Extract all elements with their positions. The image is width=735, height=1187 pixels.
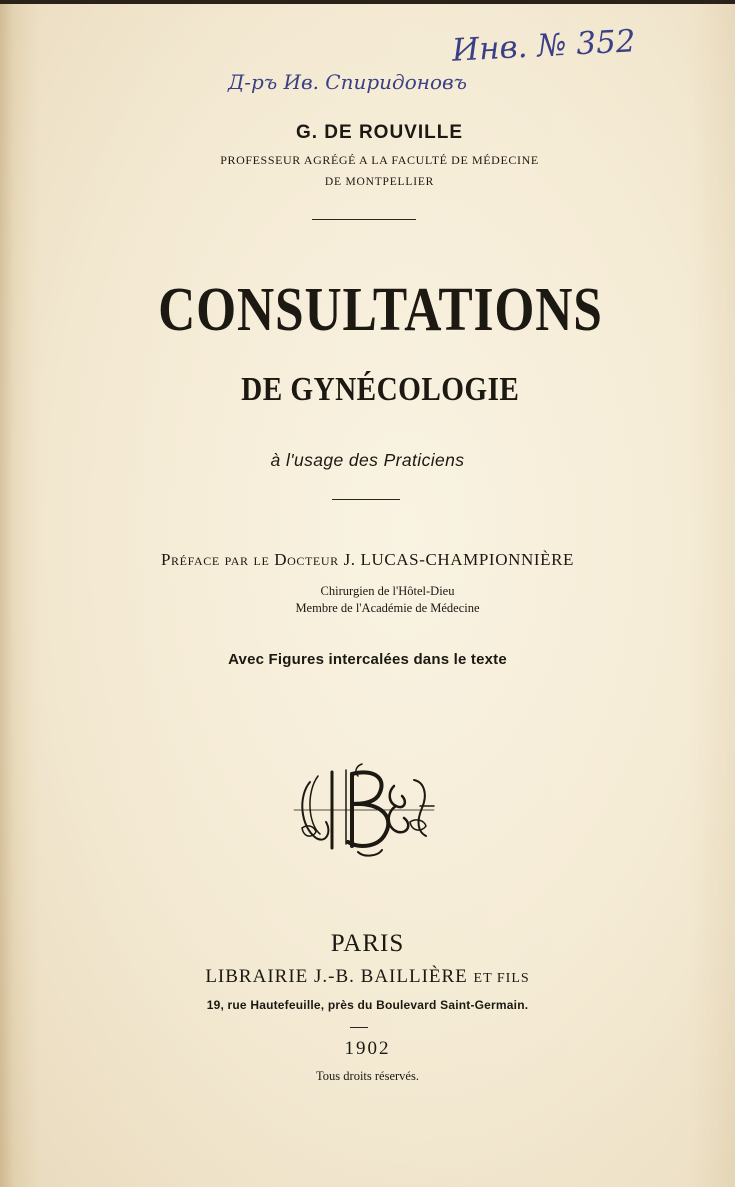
- author-affiliation-line1: PROFESSEUR AGRÉGÉ A LA FACULTÉ DE MÉDECINE: [220, 153, 539, 167]
- author-name: G. DE ROUVILLE: [295, 122, 464, 143]
- publication-year: 1902: [344, 1038, 391, 1059]
- handwritten-catalog-number: Инв. № 352: [451, 23, 637, 69]
- author-affiliation-line2: DE MONTPELLIER: [324, 176, 435, 188]
- publisher-address: 19, rue Hautefeuille, près du Boulevard Saint-Germain.: [206, 998, 529, 1012]
- preface-author-name: J. LUCAS-CHAMPIONNIÈRE: [343, 550, 574, 569]
- divider-rule-top: [312, 219, 416, 220]
- rights-notice: Tous droits réservés.: [316, 1069, 419, 1083]
- book-usage-note: à l'usage des Praticiens: [270, 450, 465, 470]
- preface-line: [0, 550, 735, 570]
- publisher-et-fils: ET FILS: [473, 971, 530, 986]
- handwritten-owner-inscription: Д-ръ Ив. Спиридоновъ: [228, 70, 467, 94]
- book-subtitle: DE GYNÉCOLOGIE: [241, 371, 520, 408]
- preface-author-role2: Membre de l'Académie de Médecine: [295, 601, 480, 615]
- book-title: CONSULTATIONS: [158, 276, 603, 344]
- publisher-name: LIBRAIRIE J.-B. BAILLIÈRE: [205, 966, 468, 987]
- publisher-city: PARIS: [330, 930, 405, 957]
- publisher-monogram-emblem: [292, 762, 436, 858]
- publisher-line: [0, 966, 735, 988]
- page-top-edge: [0, 0, 735, 4]
- figures-note: Avec Figures intercalées dans le texte: [228, 651, 507, 668]
- divider-rule-middle: [332, 499, 400, 500]
- preface-lead: Préface par le Docteur: [161, 550, 339, 569]
- preface-author-role1: Chirurgien de l'Hôtel-Dieu: [320, 584, 455, 598]
- divider-rule-bottom: [350, 1027, 368, 1028]
